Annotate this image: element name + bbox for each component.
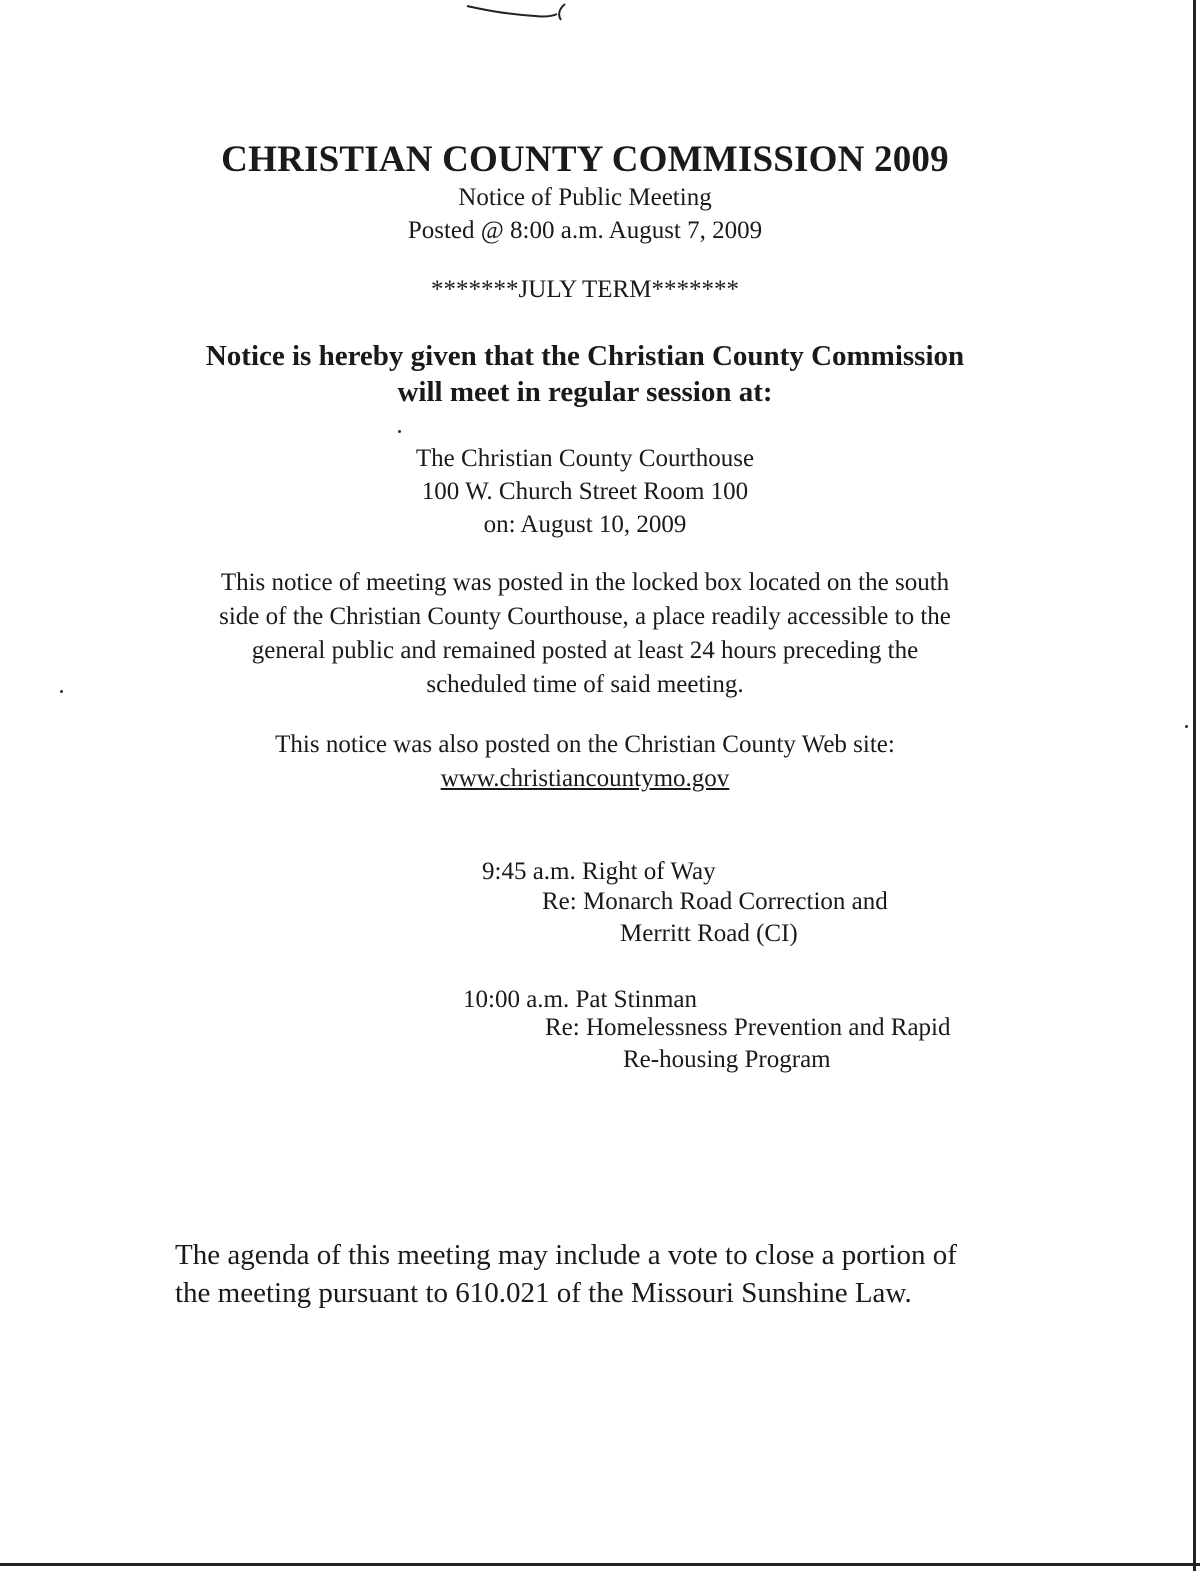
agenda-item-continuation: Merritt Road (CI) <box>620 920 798 947</box>
agenda-item-time-topic: 9:45 a.m. Right of Way <box>482 858 716 885</box>
agenda-item-time-topic: 10:00 a.m. Pat Stinman <box>463 986 698 1013</box>
posting-line: This notice of meeting was posted in the locked box located on the south <box>220 569 950 596</box>
notice-heading <box>0 338 1170 410</box>
meeting-date: on: August 10, 2009 <box>483 511 687 538</box>
document-subtitle: Notice of Public Meeting <box>458 184 712 211</box>
notice-heading-line: will meet in regular session at: <box>397 376 773 408</box>
agenda-item-re: Re: Homelessness Prevention and Rapid <box>545 1014 951 1041</box>
scan-speck <box>1185 725 1188 728</box>
posting-paragraph <box>0 566 1170 702</box>
website-link[interactable]: www.christiancountymo.gov <box>440 765 730 792</box>
scan-speck <box>398 430 401 433</box>
notice-heading-line: Notice is hereby given that the Christian County Commission <box>205 340 965 372</box>
posting-line: scheduled time of said meeting. <box>426 671 744 698</box>
agenda-item-continuation: Re-housing Program <box>623 1046 831 1073</box>
posting-line: general public and remained posted at least 24 hours preceding the <box>251 637 919 664</box>
sunshine-law-line: The agenda of this meeting may include a vote to close a portion of <box>175 1239 957 1271</box>
document-title: CHRISTIAN COUNTY COMMISSION 2009 <box>221 139 949 180</box>
location-place: The Christian County Courthouse <box>415 445 755 472</box>
scan-edge-right <box>1193 0 1196 1571</box>
sunshine-law-line: the meeting pursuant to 610.021 of the Missouri Sunshine Law. <box>175 1277 912 1309</box>
handwritten-mark <box>465 0 575 26</box>
term-label: *******JULY TERM******* <box>431 276 739 303</box>
web-notice-text: This notice was also posted on the Christian County Web site: <box>275 731 895 758</box>
sunshine-law-note <box>175 1236 1055 1312</box>
agenda-item-re: Re: Monarch Road Correction and <box>542 888 888 915</box>
web-notice <box>0 728 1170 796</box>
posting-line: side of the Christian County Courthouse, a place readily accessible to the <box>219 603 951 630</box>
scan-edge-bottom <box>0 1563 1200 1566</box>
posted-time: Posted @ 8:00 a.m. August 7, 2009 <box>407 217 763 244</box>
location-address: 100 W. Church Street Room 100 <box>421 478 749 505</box>
